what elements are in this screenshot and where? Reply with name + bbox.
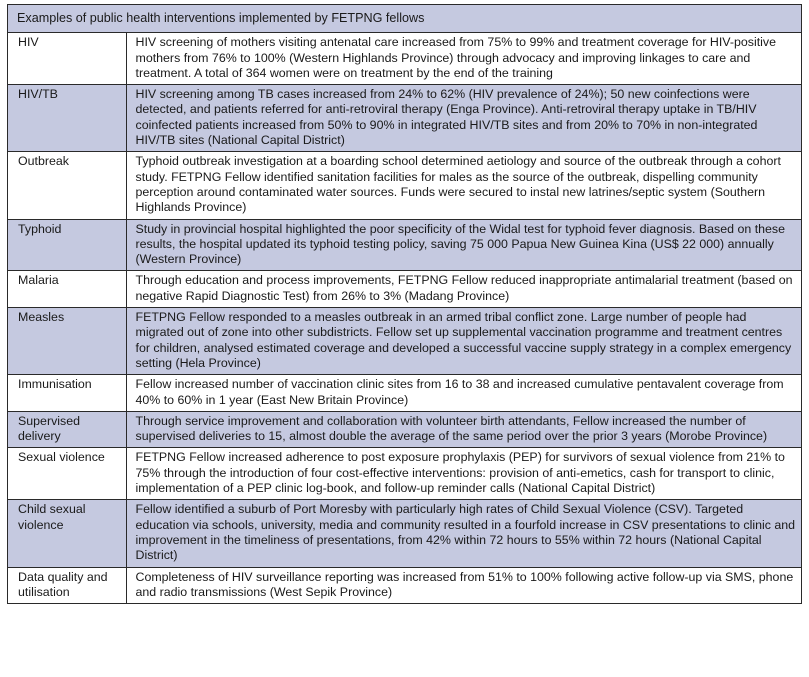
- row-description: Fellow identified a suburb of Port Moresby with particularly high rates of Child Sexual Violence (CSV). Targeted education via schools, university, media and community resulted in a fourfold increase in CSV presentations to clinic and improvement in the timeliness of presentations, from 42% within 72 hours to 55% within 72 hours (National Capital District): [126, 500, 801, 567]
- row-topic: Sexual violence: [8, 448, 126, 500]
- row-topic: Measles: [8, 308, 126, 375]
- table-row: [8, 567, 801, 603]
- row-description: Completeness of HIV surveillance reporting was increased from 51% to 100% following active follow-up via SMS, phone and radio transmissions (West Sepik Province): [135, 569, 794, 599]
- row-description: Typhoid outbreak investigation at a boarding school determined aetiology and source of the outbreak through a cohort study. FETPNG Fellow identified sanitation facilities for males as the source of the outbreak, dispelling community perception around contaminated water sources. Funds were secured to instal new latrines/septic system (Southern Highlands Province): [126, 152, 801, 219]
- interventions-table-container: [7, 4, 802, 604]
- table-row: [8, 448, 801, 500]
- table-row: [8, 33, 801, 85]
- row-description: FETPNG Fellow increased adherence to post exposure prophylaxis (PEP) for survivors of sexual violence from 21% to 75% through the introduction of four cost-effective interventions: provision of anti-emetics, cash for transport to clinic, implementation of a PEP clinic log-book, and follow-up reminder calls (National Capital District): [126, 448, 801, 500]
- row-description: HIV screening of mothers visiting antenatal care increased from 75% to 99% and treatment coverage for HIV-positive mothers from 76% to 100% (Western Highlands Province) through advocacy and improving linkages to care and treatment. A total of 364 women were on treatment by the end of the training: [126, 33, 801, 85]
- row-description: HIV screening among TB cases increased from 24% to 62% (HIV prevalence of 24%); 50 new coinfections were detected, and patients referred for anti-retroviral therapy (Enga Province). Anti-retroviral therapy uptake in TB/HIV coinfected patients increased from 50% to 90% in integrated HIV/TB sites and from 20% to 70% in non-integrated HIV/TB sites (National Capital District): [126, 85, 801, 152]
- row-description: FETPNG Fellow responded to a measles outbreak in an armed tribal conflict zone. Large number of people had migrated out of zone into other subdistricts. Fellow set up supplemental vaccination programme and treatment centres for children, analysed estimated coverage and developed a successful vaccine supply strategy in a complex emergency setting (Hela Province): [126, 308, 801, 375]
- row-topic: HIV: [8, 33, 126, 85]
- interventions-table: [8, 5, 801, 603]
- table-row: [8, 271, 801, 308]
- table-title: Examples of public health interventions implemented by FETPNG fellows: [8, 5, 801, 33]
- table-row: [8, 152, 801, 219]
- row-description: Study in provincial hospital highlighted the poor specificity of the Widal test for typhoid fever diagnosis. Based on these results, the hospital updated its typhoid testing policy, saving 75 000 Papua New Guinea Kina (US$ 22 000) annually (Western Province): [126, 219, 801, 271]
- row-topic: Malaria: [8, 271, 126, 308]
- row-topic: Typhoid: [8, 219, 126, 271]
- row-topic: Data quality and utilisation: [8, 567, 126, 603]
- row-description: Through education and process improvements, FETPNG Fellow reduced inappropriate antimalarial treatment (based on negative Rapid Diagnostic Test) from 26% to 3% (Madang Province): [126, 271, 801, 308]
- table-row: [8, 85, 801, 152]
- table-row: [8, 308, 801, 375]
- row-topic: Immunisation: [8, 375, 126, 412]
- table-row: [8, 411, 801, 448]
- table-row: [8, 219, 801, 271]
- row-topic: Child sexual violence: [8, 500, 126, 567]
- row-description: Through service improvement and collaboration with volunteer birth attendants, Fellow increased the number of supervised deliveries to 15, almost double the average of the same period over the prior 3 years (Morobe Province): [126, 411, 801, 448]
- row-description: Fellow increased number of vaccination clinic sites from 16 to 38 and increased cumulative pentavalent coverage from 40% to 60% in 1 year (East New Britain Province): [126, 375, 801, 412]
- row-topic: HIV/TB: [8, 85, 126, 152]
- row-topic: Outbreak: [8, 152, 126, 219]
- row-topic: Supervised delivery: [8, 411, 126, 448]
- table-row: [8, 500, 801, 567]
- table-row: [8, 375, 801, 412]
